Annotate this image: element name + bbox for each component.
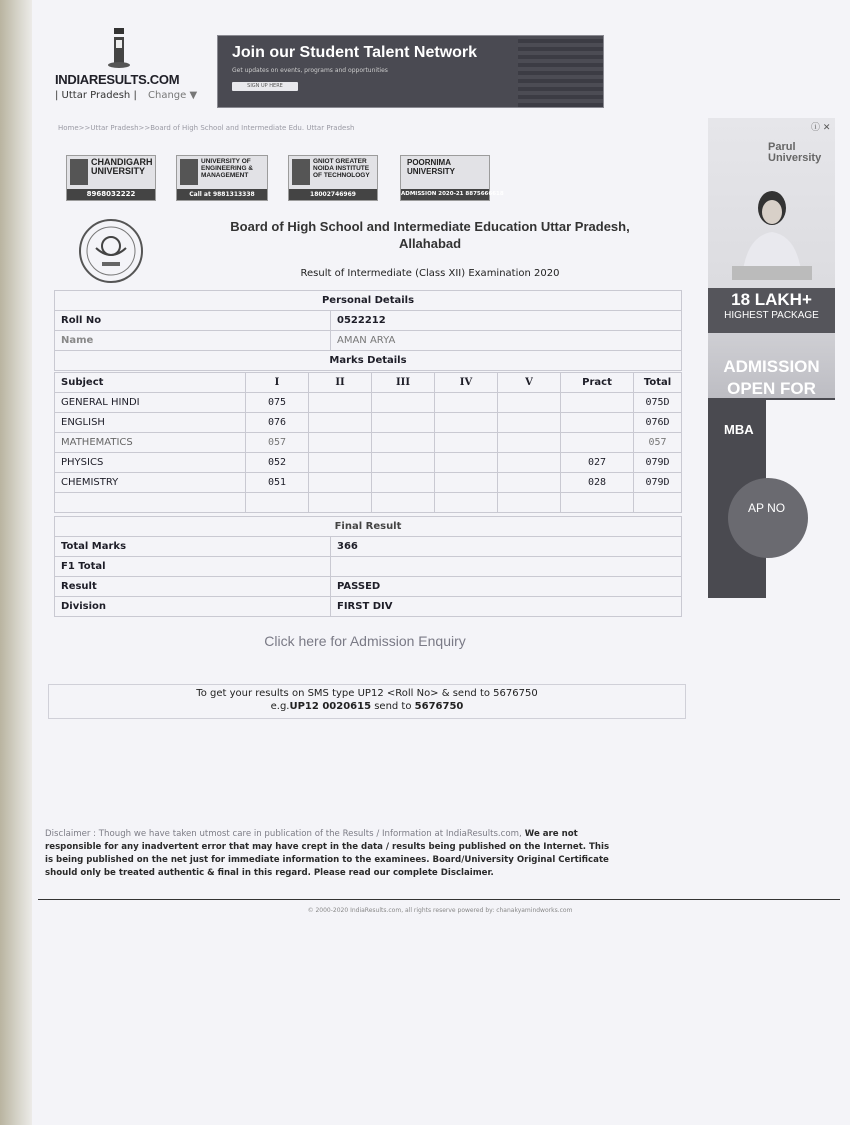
marks-i: 076 — [246, 413, 309, 433]
ad-phone: 18002746969 — [289, 189, 377, 200]
table-row — [55, 577, 682, 597]
col-ii: II — [309, 373, 372, 393]
col-total: Total — [634, 373, 682, 393]
sms-example-prefix: e.g. — [270, 701, 290, 712]
ad-poornima[interactable] — [400, 155, 504, 201]
ad-close-icon[interactable]: ⓘ ✕ — [811, 123, 831, 133]
final-result-table — [54, 516, 682, 617]
footer-divider — [38, 899, 840, 900]
sms-info-box — [48, 684, 686, 719]
table-row — [55, 331, 682, 351]
marks-pract: 028 — [561, 473, 634, 493]
marks-ii — [309, 413, 372, 433]
result-label: Result — [55, 577, 331, 597]
marks-total: 057 — [634, 433, 682, 453]
side-ad-program: MBA — [724, 422, 754, 437]
table-row — [55, 393, 682, 413]
col-subject: Subject — [55, 373, 246, 393]
marks-pract — [561, 413, 634, 433]
table-row — [55, 413, 682, 433]
total-marks-value: 366 — [331, 537, 682, 557]
marks-iv — [435, 433, 498, 453]
scan-edge — [0, 0, 32, 1125]
site-logo[interactable] — [55, 28, 198, 108]
ad-gniot[interactable] — [288, 155, 378, 201]
ad-uem[interactable] — [176, 155, 268, 201]
university-logo-icon — [292, 159, 310, 185]
result-value: PASSED — [331, 577, 682, 597]
table-row — [55, 433, 682, 453]
board-title-line1: Board of High School and Intermediate Education Uttar Pradesh, — [230, 219, 630, 234]
ad-name: POORNIMA UNIVERSITY — [407, 158, 456, 176]
marks-total: 075D — [634, 393, 682, 413]
marks-header-row — [55, 373, 682, 393]
marks-v — [498, 433, 561, 453]
ad-phone: 8968032222 — [67, 189, 155, 200]
marks-ii — [309, 433, 372, 453]
subject-name: GENERAL HINDI — [55, 393, 246, 413]
marks-i: 057 — [246, 433, 309, 453]
disclaimer-body: We are not responsible for any inadvertent error that may have crept in the data / results being published on the Internet. This is being published on the net just for immediate information to the examinees. Board/University Original Certificate should only be treated authentic & final in this regard. Please read our complete Disclaimer. — [45, 829, 610, 878]
side-ad-apply[interactable]: AP NO — [748, 501, 786, 515]
marks-v — [498, 393, 561, 413]
marks-iv — [435, 473, 498, 493]
disclaimer-label: Disclaimer : Though we have taken utmost care in publication of the Results / Information at IndiaResults.com, — [45, 829, 522, 839]
marks-v — [498, 473, 561, 493]
university-logo-icon — [70, 159, 88, 185]
side-ad-package-label: HIGHEST PACKAGE — [724, 310, 819, 321]
marks-details-heading: Marks Details — [55, 351, 682, 371]
ad-chandigarh-university[interactable] — [66, 155, 156, 201]
marks-iii — [372, 413, 435, 433]
table-row — [55, 311, 682, 331]
roll-label: Roll No — [55, 311, 331, 331]
marks-table — [54, 372, 682, 513]
subject-name: CHEMISTRY — [55, 473, 246, 493]
f1-total-value — [331, 557, 682, 577]
marks-iv — [435, 453, 498, 473]
marks-i: 051 — [246, 473, 309, 493]
name-label: Name — [55, 331, 331, 351]
banner-graphic — [518, 36, 603, 107]
side-ad-package-amount: 18 LAKH+ — [731, 290, 812, 309]
marks-iii — [372, 393, 435, 413]
university-logo-icon — [180, 159, 198, 185]
marks-ii — [309, 453, 372, 473]
col-iv: IV — [435, 373, 498, 393]
ad-name: GNIOT GREATER NOIDA INSTITUTE OF TECHNOLOGY — [313, 158, 370, 179]
marks-i: 075 — [246, 393, 309, 413]
table-row — [55, 473, 682, 493]
side-ad-university: Parul University — [768, 141, 822, 164]
ad-phone: Call at 9881313338 — [177, 189, 267, 200]
state-label: | Uttar Pradesh | — [55, 90, 137, 101]
subject-name: ENGLISH — [55, 413, 246, 433]
side-ad-apply-circle — [728, 478, 808, 558]
side-ad-package — [708, 288, 835, 333]
marks-ii — [309, 393, 372, 413]
col-pract: Pract — [561, 373, 634, 393]
subject-name: PHYSICS — [55, 453, 246, 473]
banner-title: Join our Student Talent Network — [232, 44, 478, 61]
admission-enquiry-link[interactable]: Click here for Admission Enquiry — [264, 633, 466, 649]
side-ad-admission: ADMISSION OPEN FOR — [723, 357, 820, 398]
roll-value: 0522212 — [331, 311, 682, 331]
marks-iii — [372, 433, 435, 453]
exam-title: Result of Intermediate (Class XII) Examination 2020 — [300, 268, 560, 279]
name-value: AMAN ARYA — [331, 331, 682, 351]
ad-name: CHANDIGARH UNIVERSITY — [91, 157, 153, 176]
marks-v — [498, 453, 561, 473]
personal-details-table — [54, 290, 682, 371]
breadcrumb[interactable]: Home>>Uttar Pradesh>>Board of High School and Intermediate Edu. Uttar Pradesh — [58, 124, 355, 132]
copyright: © 2000-2020 IndiaResults.com, all rights reserve powered by: chanakyamindworks.com — [307, 907, 573, 914]
marks-pract — [561, 433, 634, 453]
table-row — [55, 537, 682, 557]
marks-pract: 027 — [561, 453, 634, 473]
marks-total: 079D — [634, 473, 682, 493]
table-row — [55, 597, 682, 617]
parul-university-ad[interactable] — [708, 118, 835, 598]
marks-ii — [309, 473, 372, 493]
marks-iii — [372, 473, 435, 493]
table-row-empty — [55, 493, 682, 513]
ad-name: UNIVERSITY OF ENGINEERING & MANAGEMENT — [201, 158, 254, 179]
total-marks-label: Total Marks — [55, 537, 331, 557]
personal-details-heading: Personal Details — [55, 291, 682, 311]
col-i: I — [246, 373, 309, 393]
site-brand: INDIARESULTS.COM — [55, 72, 180, 87]
division-label: Division — [55, 597, 331, 617]
f1-total-label: F1 Total — [55, 557, 331, 577]
board-title-line2: Allahabad — [398, 236, 462, 251]
banner-signup-button[interactable]: SIGN UP HERE — [232, 82, 298, 91]
change-state-link[interactable]: Change ▼ — [148, 90, 198, 101]
sms-example — [49, 700, 685, 713]
sms-example-code: UP12 0020615 — [289, 701, 372, 712]
talent-network-banner[interactable] — [217, 35, 604, 108]
state-selector — [55, 90, 197, 101]
logo-mark-icon — [108, 28, 130, 68]
banner-subtitle: Get updates on events, programs and opportunities — [232, 67, 388, 74]
table-row — [55, 453, 682, 473]
marks-pract — [561, 393, 634, 413]
board-title — [195, 218, 665, 252]
board-seal-icon — [78, 218, 144, 284]
marks-i: 052 — [246, 453, 309, 473]
table-row — [55, 557, 682, 577]
marks-iv — [435, 413, 498, 433]
sms-example-number: 5676750 — [414, 701, 464, 712]
marks-total: 076D — [634, 413, 682, 433]
marks-iii — [372, 453, 435, 473]
sms-instruction: To get your results on SMS type UP12 <Roll No> & send to 5676750 — [196, 688, 538, 699]
subject-name: MATHEMATICS — [55, 433, 246, 453]
ad-phone: ADMISSION 2020-21 8875666618 — [401, 189, 489, 200]
col-v: V — [498, 373, 561, 393]
marks-v — [498, 413, 561, 433]
col-iii: III — [372, 373, 435, 393]
marks-total: 079D — [634, 453, 682, 473]
sms-example-mid: send to — [371, 701, 415, 712]
disclaimer — [45, 828, 610, 880]
marks-iv — [435, 393, 498, 413]
division-value: FIRST DIV — [331, 597, 682, 617]
final-result-heading: Final Result — [55, 517, 682, 537]
